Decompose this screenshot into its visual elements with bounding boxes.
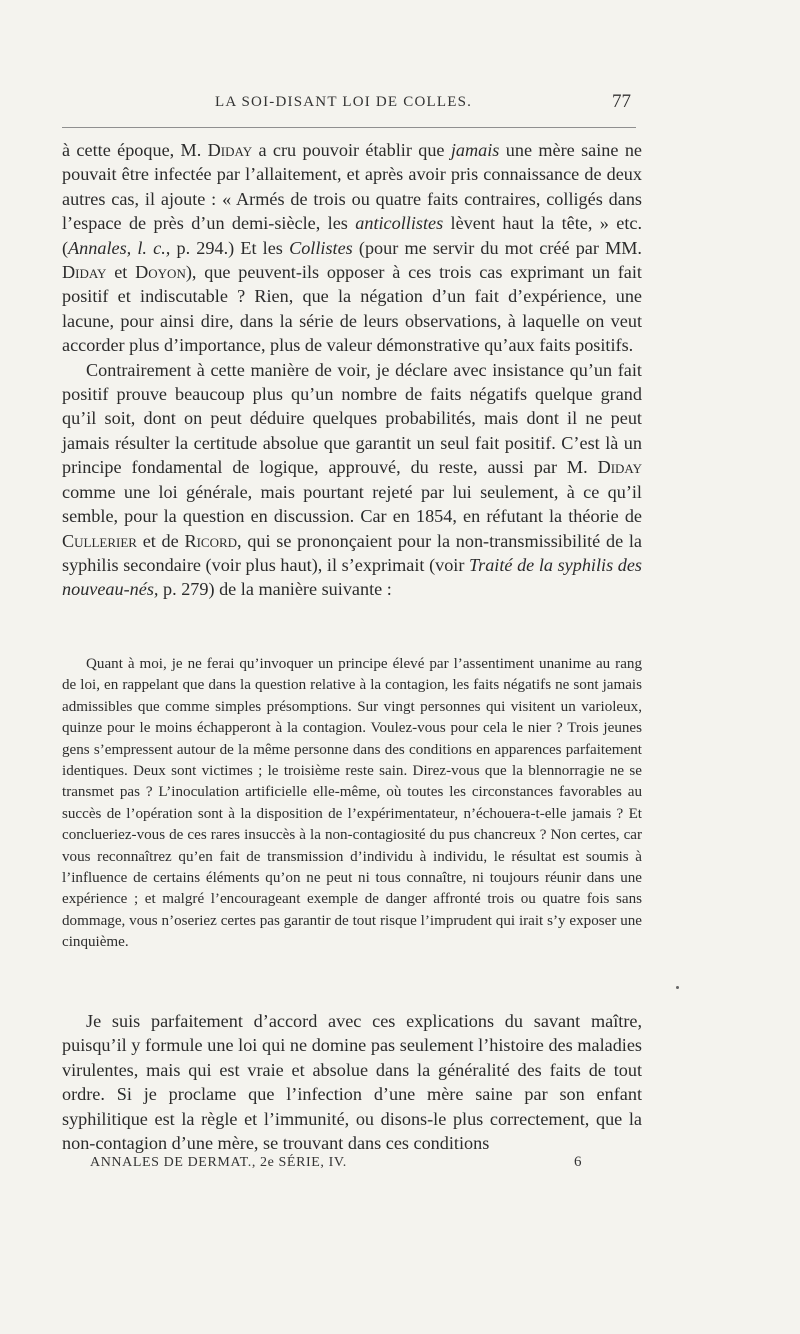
text-run: Annales, l. c., [68,237,171,258]
paragraph-3: Je suis parfaitement d’accord avec ces explications du savant maître, puisqu’il y formule une loi qui ne domine pas seulement l’histoire des maladies virulentes, mais qui est vraie et absolue dans la généralité des faits de tout ordre. Si je proclame que l’infection d’une mère saine par son enfant syphilitique est la règle et l’immunité, ou disons-le plus correctement, que la non-contagion d’une mère, se trouvant dans ces conditions [62,1011,642,1154]
text-run: à cette époque, M. [62,140,208,160]
text-run: Contrairement à cette manière de voir, je déclare avec insistance qu’un fait positif prouve beaucoup plus qu’un nombre de faits négatifs quelque grand qu’il soit, dont on peut déduire quelques probabilités, mais dont il ne peut jamais résulter la certitude absolue que garantit un seul fait positif. C’est là un principe fondamental de logique, approuvé, du reste, aussi par M. [62,359,642,478]
ink-mark [676,986,679,989]
text-run: Cullerier [62,530,137,551]
journal-signature-line: ANNALES DE DERMAT., 2e SÉRIE, IV. [90,1155,347,1170]
closing-paragraph-block [62,1009,642,1155]
text-run: (pour me servir du mot créé par MM. [352,237,642,258]
header-rule [62,127,636,128]
quote-text: Quant à moi, je ne ferai qu’invoquer un principe élevé par l’assentiment unanime au rang de loi, en rappelant que dans la question relative à la contagion, les faits négatifs ne sont jamais admissibles que comme simples présomptions. Sur vingt personnes qui visitent un varioleux, quinze pour le moins échapperont à la contagion. Voulez-vous pour cela le nier ? Trois jeunes gens s’empressent autour de la même personne dans des conditions en apparences parfaitement identiques. Deux sont victimes ; le troisième reste sain. Direz-vous que la blennorragie ne se transmet pas ? L’inoculation artificielle elle-même, où toutes les circonstances favorables au succès de l’opération sont à la disposition de l’expérimentateur, n’échouera-t-elle jamais ? Et conclueriez-vous de ces rares insuccès à la non-contagiosité du pus chancreux ? Non certes, car vous reconnaîtrez qu’en fait de transmission d’individu à individu, le résultat est soumis à l’influence de certains éléments qu’on ne peut ni tous connaître, ni toujours réunir dans une expérience ; et malgré l’encourageant exemple de danger affronté trois ou quatre fois sans dommage, vous n’oseriez certes pas garantir de tout risque l’imprudent qui irait s’y exposer une cinquième. [62,656,642,951]
body-paragraphs [62,138,642,602]
text-run: anticollistes [355,213,444,234]
text-run: p. 294.) Et les [170,237,290,258]
text-run: Traité de la syphilis des nouveau-nés, [62,554,642,600]
page-number: 77 [612,91,631,112]
text-run: Ricord [184,530,238,551]
paragraph-1 [62,138,642,358]
text-run: Diday [207,140,253,160]
text-run: une mère saine ne pouvait être infectée par l’allaitement, et après avoir pris connaissance de deux autres cas, il ajoute : « Armés de trois ou quatre faits contraires, colligés dans l’espace de près d’un demi-siècle, les [62,140,642,234]
text-run: et [106,262,136,283]
text-run: Doyon [135,262,186,283]
text-run: et de [136,530,185,551]
running-title: LA SOI-DISANT LOI DE COLLES. [215,94,473,110]
text-run: Collistes [289,237,353,258]
text-run: lèvent haut la tête, » etc. ( [62,213,642,258]
running-head [0,91,800,116]
page-footer [0,1155,800,1175]
text-run: comme une loi générale, mais pourtant rejeté par lui seulement, à ce qu’il semble, pour la question en discussion. Car en 1854, en réfutant la théorie de [62,481,642,527]
block-quote [62,654,642,954]
paragraph-2 [62,358,642,602]
text-run: a cru pouvoir établir que [252,140,451,160]
text-run: ), que peuvent-ils opposer à ces trois cas exprimant un fait positif et indiscutable ? Rien, que la négation d’un fait d’expérience, une lacune, pour ainsi dire, dans la série de leurs observations, à laquelle on veut accorder plus d’importance, plus de valeur démonstrative qu’aux faits positifs. [62,262,642,356]
gathering-signature: 6 [574,1154,582,1170]
text-run: , qui se prononçaient pour la non-transmissibilité de la syphilis secondaire (voir plus haut), il s’exprimait (voir [62,530,642,575]
text-run: jamais [450,140,500,160]
text-run: Diday [62,262,107,283]
text-run: Diday [597,457,642,478]
text-run: p. 279) de la manière suivante : [158,579,392,600]
